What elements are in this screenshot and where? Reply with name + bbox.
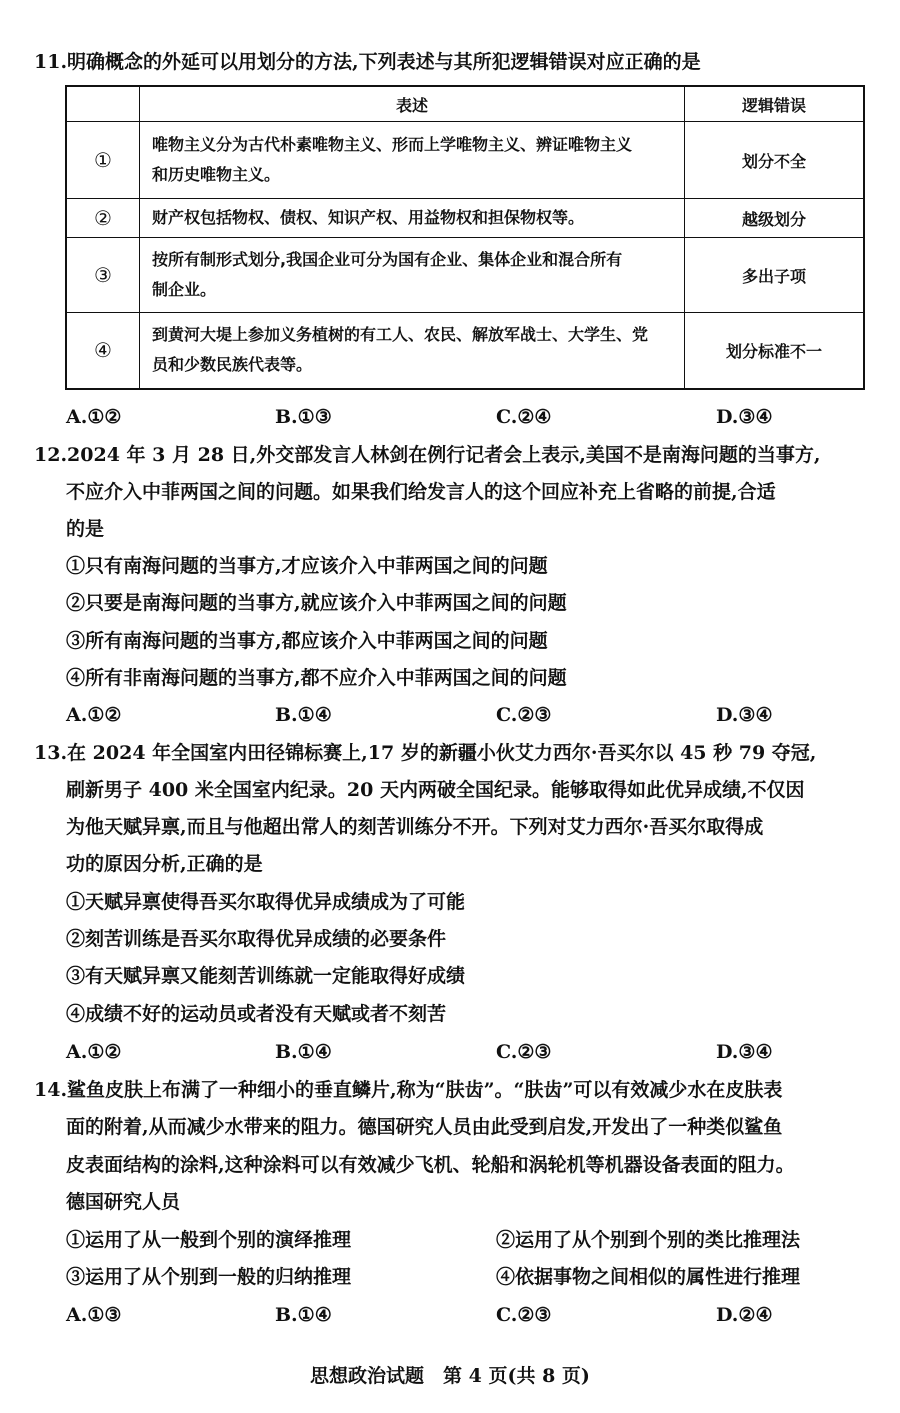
q12-stem-line: 的是 <box>66 518 105 540</box>
q12-option-a[interactable]: A.①② <box>66 704 122 726</box>
q14-item: ③运用了从个别到一般的归纳推理 <box>66 1266 352 1288</box>
row-number: ③ <box>66 238 140 313</box>
q12-option-d[interactable]: D.③④ <box>716 704 773 726</box>
q13-option-a[interactable]: A.①② <box>66 1041 122 1063</box>
q14-option-b[interactable]: B.①④ <box>275 1304 332 1326</box>
table-header-statement: 表述 <box>140 86 685 122</box>
q14-item: ①运用了从一般到个别的演绎推理 <box>66 1229 352 1251</box>
row-statement <box>140 238 685 313</box>
page-footer: 思想政治试题 第 4 页(共 8 页) <box>310 1365 590 1387</box>
q14-item: ④依据事物之间相似的属性进行推理 <box>496 1266 801 1288</box>
q13-option-d[interactable]: D.③④ <box>716 1041 773 1063</box>
q12-item: ②只要是南海问题的当事方,就应该介入中菲两国之间的问题 <box>66 592 567 614</box>
q12-option-c[interactable]: C.②③ <box>496 704 552 726</box>
q12-stem-line: 12.2024 年 3 月 28 日,外交部发言人林剑在例行记者会上表示,美国不是南海问题的当事方, <box>34 444 821 466</box>
row-statement-line: 制企业。 <box>152 280 217 299</box>
q11-stem: 11.明确概念的外延可以用划分的方法,下列表述与其所犯逻辑错误对应正确的是 <box>34 51 701 73</box>
row-statement-line: 唯物主义分为古代朴素唯物主义、形而上学唯物主义、辨证唯物主义 <box>152 135 633 154</box>
q13-option-c[interactable]: C.②③ <box>496 1041 552 1063</box>
row-number: ② <box>66 199 140 238</box>
q14-option-a[interactable]: A.①③ <box>66 1304 122 1326</box>
row-statement <box>140 122 685 199</box>
table-row <box>66 122 864 199</box>
table-header-error: 逻辑错误 <box>685 86 865 122</box>
q12-option-b[interactable]: B.①④ <box>275 704 332 726</box>
q11-option-d[interactable]: D.③④ <box>716 406 773 428</box>
q13-item: ②刻苦训练是吾买尔取得优异成绩的必要条件 <box>66 928 447 950</box>
q13-stem-line: 功的原因分析,正确的是 <box>66 853 263 875</box>
q12-item: ④所有非南海问题的当事方,都不应介入中菲两国之间的问题 <box>66 667 567 689</box>
q14-stem-line: 14.鲨鱼皮肤上布满了一种细小的垂直鳞片,称为“肤齿”。“肤齿”可以有效减少水在皮肤表 <box>34 1079 783 1101</box>
q14-stem-line: 面的附着,从而减少水带来的阻力。德国研究人员由此受到启发,开发出了一种类似鲨鱼 <box>66 1116 783 1138</box>
q14-option-c[interactable]: C.②③ <box>496 1304 552 1326</box>
q13-item: ④成绩不好的运动员或者没有天赋或者不刻苦 <box>66 1003 447 1025</box>
row-error: 多出子项 <box>685 238 865 313</box>
q13-item: ③有天赋异禀又能刻苦训练就一定能取得好成绩 <box>66 965 466 987</box>
table-row <box>66 238 864 313</box>
table-row <box>66 313 864 389</box>
row-error: 划分不全 <box>685 122 865 199</box>
q13-stem-line: 刷新男子 400 米全国室内纪录。20 天内两破全国纪录。能够取得如此优异成绩,不仅因 <box>66 779 805 801</box>
row-statement-line: 到黄河大堤上参加义务植树的有工人、农民、解放军战士、大学生、党 <box>152 325 649 345</box>
q12-item: ①只有南海问题的当事方,才应该介入中菲两国之间的问题 <box>66 555 548 577</box>
row-error: 越级划分 <box>685 199 865 238</box>
row-error: 划分标准不一 <box>685 313 865 389</box>
row-statement-line: 员和少数民族代表等。 <box>152 355 313 375</box>
q11-table <box>65 85 865 390</box>
q14-stem-line: 皮表面结构的涂料,这种涂料可以有效减少飞机、轮船和涡轮机等机器设备表面的阻力。 <box>66 1154 795 1176</box>
q12-stem-line: 不应介入中菲两国之间的问题。如果我们给发言人的这个回应补充上省略的前提,合适 <box>66 481 776 503</box>
row-statement-line: 财产权包括物权、债权、知识产权、用益物权和担保物权等。 <box>152 208 585 227</box>
q13-stem-line: 为他天赋异禀,而且与他超出常人的刻苦训练分不开。下列对艾力西尔·吾买尔取得成 <box>66 816 764 838</box>
table-row <box>66 199 864 238</box>
row-statement-line: 和历史唯物主义。 <box>152 165 281 184</box>
row-statement <box>140 313 685 389</box>
q11-option-b[interactable]: B.①③ <box>275 406 332 428</box>
q14-item: ②运用了从个别到个别的类比推理法 <box>496 1229 801 1251</box>
row-number: ④ <box>66 313 140 389</box>
row-statement <box>140 199 685 238</box>
q12-item: ③所有南海问题的当事方,都应该介入中菲两国之间的问题 <box>66 630 548 652</box>
q14-stem-line: 德国研究人员 <box>66 1191 181 1213</box>
q13-option-b[interactable]: B.①④ <box>275 1041 332 1063</box>
q11-option-a[interactable]: A.①② <box>66 406 122 428</box>
q11-option-c[interactable]: C.②④ <box>496 406 552 428</box>
q14-option-d[interactable]: D.②④ <box>716 1304 773 1326</box>
q13-item: ①天赋异禀使得吾买尔取得优异成绩成为了可能 <box>66 891 466 913</box>
table-header-row <box>66 86 864 122</box>
table-header-no <box>66 86 140 122</box>
q13-stem-line: 13.在 2024 年全国室内田径锦标赛上,17 岁的新疆小伙艾力西尔·吾买尔以 45 秒 79 夺冠, <box>34 742 817 764</box>
row-number: ① <box>66 122 140 199</box>
row-statement-line: 按所有制形式划分,我国企业可分为国有企业、集体企业和混合所有 <box>152 250 623 269</box>
